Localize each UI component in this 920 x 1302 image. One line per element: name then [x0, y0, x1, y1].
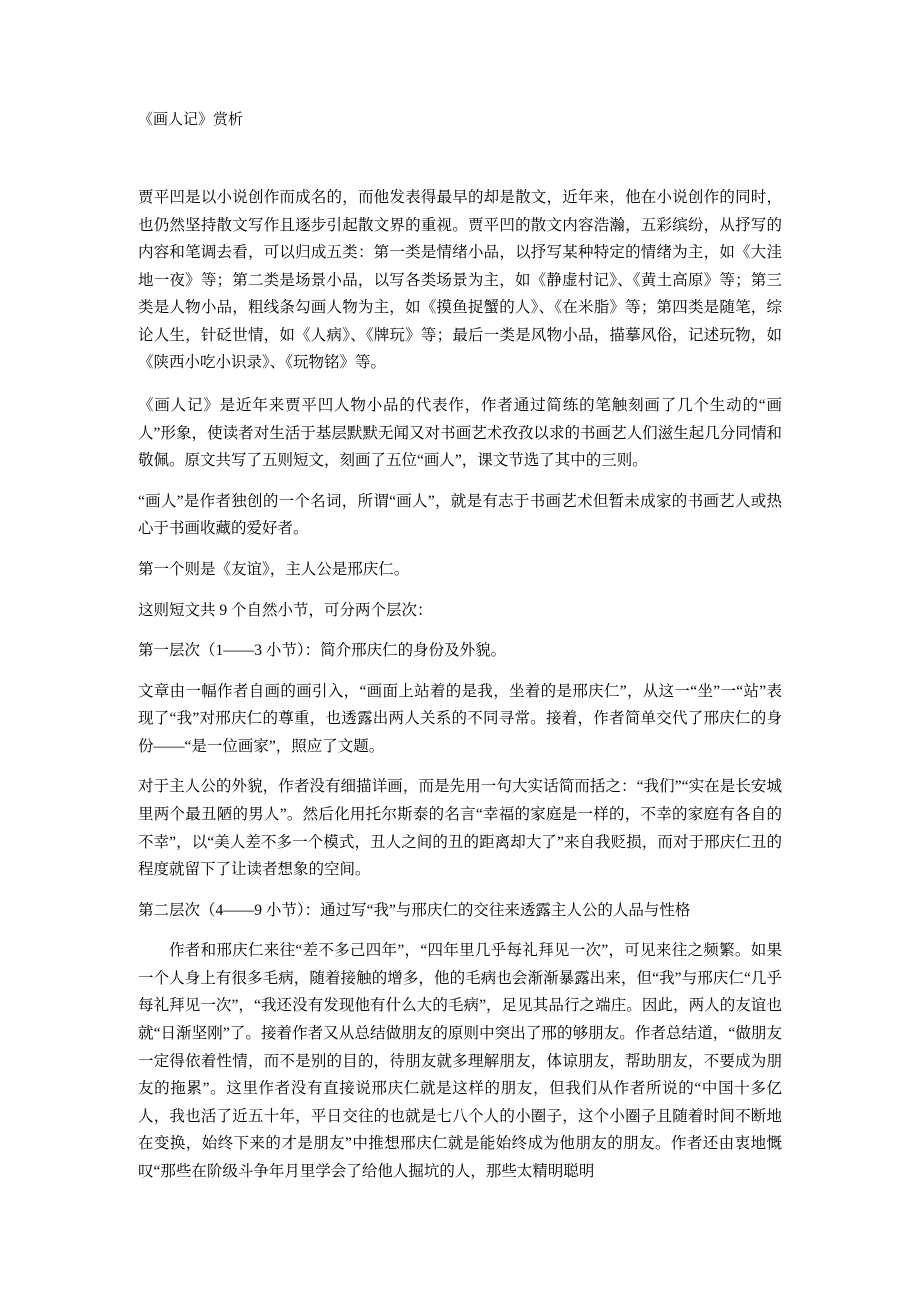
paragraph-3: “画人”是作者独创的一个名词，所谓“画人”，就是有志于书画艺术但暂未成家的书画艺人或热心于书画收藏的爱好者。	[138, 492, 782, 538]
page-title: 《画人记》赏析	[138, 112, 244, 128]
paragraph-7: 文章由一幅作者自画的画引入，“画面上站着的是我，坐着的是邢庆仁”，从这一“坐”一“站”表现了“我”对邢庆仁的尊重，也透露出两人关系的不同寻常。接着，作者简单交代了邢庆仁的身份——“是一位画家”，照应了文题。	[138, 682, 782, 755]
paragraph-10: 作者和邢庆仁来往“差不多己四年”，“四年里几乎每礼拜见一次”，可见来往之频繁。如果一个人身上有很多毛病，随着接触的增多，他的毛病也会渐渐暴露出来，但“我”与邢庆仁“几乎每礼拜见一次”，“我还没有发现他有什么大的毛病”，足见其品行之端庄。因此，两人的友谊也就“日渐坚刚”了。接着作者又从总结做朋友的原则中突出了邢的够朋友。作者总结道，“做朋友一定得依着性情，而不是别的目的，待朋友就多理解朋友，体谅朋友，帮助朋友，不要成为朋友的拖累”。这里作者没有直接说邢庆仁就是这样的朋友，但我们从作者所说的“中国十多亿人，我也活了近五十年，平日交往的也就是七八个人的小圈子，这个小圈子且随着时间不断地在变换，始终下来的才是朋友”中推想邢庆仁就是能始终成为他朋友的朋友。作者还由衷地慨叹“那些在阶级斗争年月里学会了给他人掘坑的人，那些太精明聪明	[138, 942, 782, 1180]
paragraph-4: 第一个则是《友谊》，主人公是邢庆仁。	[138, 560, 410, 578]
paragraph-9: 第二层次（4——9 小节）：通过写“我”与邢庆仁的交往来透露主人公的人品与性格	[138, 901, 691, 919]
paragraph-5: 这则短文共 9 个自然小节，可分两个层次：	[138, 601, 433, 619]
paragraph-1: 贾平凹是以小说创作而成名的，而他发表得最早的却是散文，近年来，他在小说创作的同时，也仍然坚持散文写作且逐步引起散文界的重视。贾平凹的散文内容浩瀚，五彩缤纷，从抒写的内容和笔调去看，可以归成五类：第一类是情绪小品，以抒写某种特定的情绪为主，如《大洼地一夜》等；第二类是场景小品，以写各类场景为主，如《静虚村记》、《黄土高原》等；第三类是人物小品，粗线条勾画人物为主，如《摸鱼捉蟹的人》、《在米脂》等；第四类是随笔，综论人生，针砭世情，如《人病》、《牌玩》等；最后一类是风物小品，描摹风俗，记述玩物，如《陕西小吃小识录》、《玩物铭》等。	[138, 189, 782, 372]
paragraph-2: 《画人记》是近年来贾平凹人物小品的代表作，作者通过简练的笔触刻画了几个生动的“画人”形象，使读者对生活于基层默默无闻又对书画艺术孜孜以求的书画艺人们滋生起几分同情和敬佩。原文共写了五则短文，刻画了五位“画人”，课文节选了其中的三则。	[138, 397, 782, 470]
paragraph-8: 对于主人公的外貌，作者没有细描详画，而是先用一句大实话简而括之：“我们”“实在是长安城里两个最丑陋的男人”。然后化用托尔斯泰的名言“幸福的家庭是一样的，不幸的家庭有各自的不幸”，以“美人差不多一个模式，丑人之间的丑的距离却大了”来自我贬损，而对于邢庆仁丑的程度就留下了让读者想象的空间。	[138, 778, 782, 879]
paragraph-6: 第一层次（1——3 小节）：简介邢庆仁的身份及外貌。	[138, 642, 507, 660]
